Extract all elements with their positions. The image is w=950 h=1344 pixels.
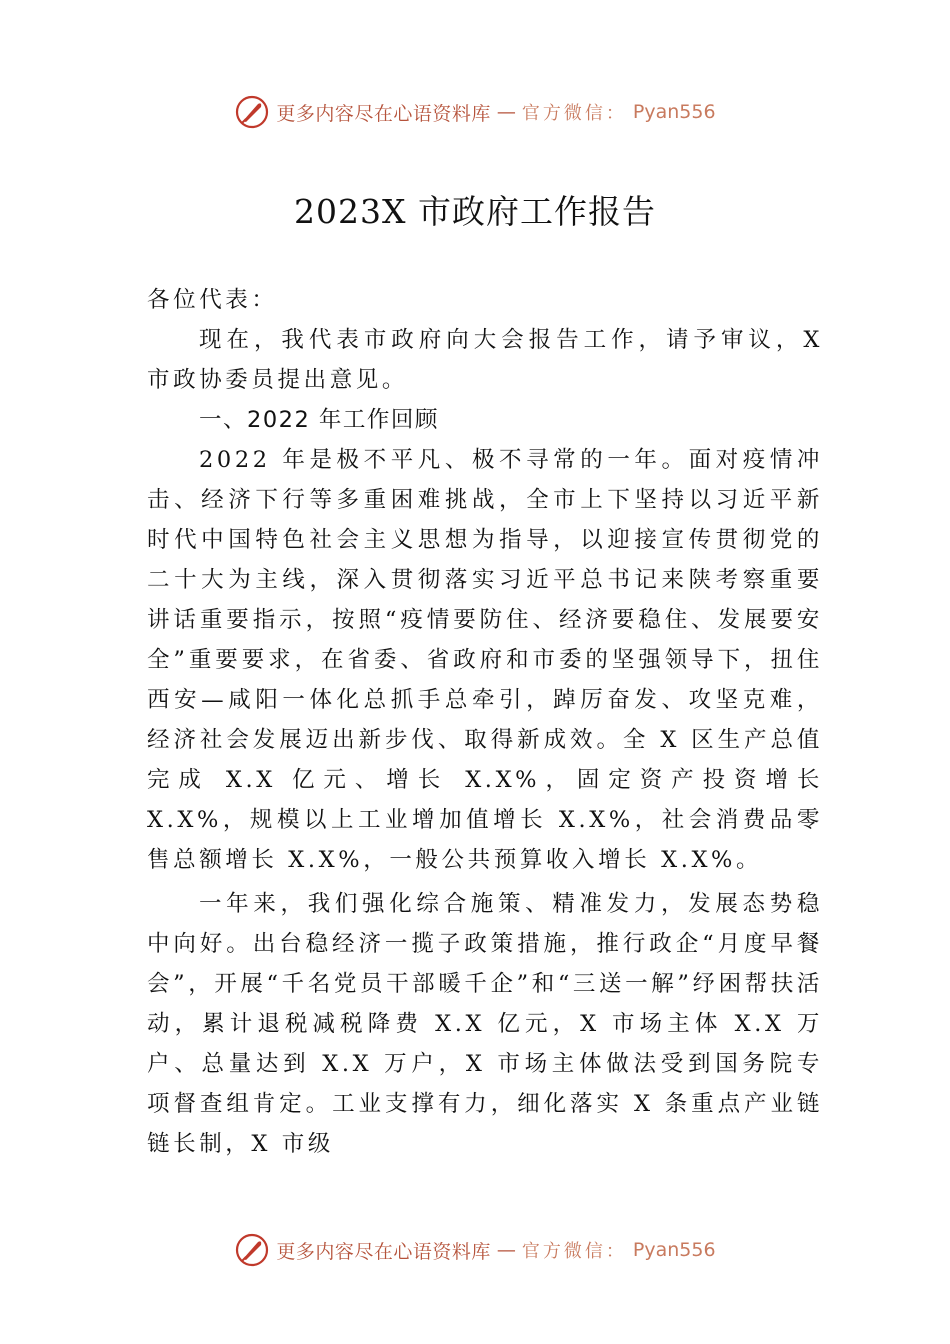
watermark-separator: — [496, 101, 516, 123]
document-title: 2023X 市政府工作报告 [294, 192, 656, 231]
watermark-label: 官方微信： [521, 103, 627, 124]
watermark-wechat-id: Pyan556 [632, 101, 716, 123]
watermark-label: 官方微信： [521, 1241, 627, 1262]
section-heading: 一、2022 年工作回顾 [199, 407, 439, 433]
paragraph-intro: 现在，我代表市政府向大会报告工作，请予审议，X 市政协委员提出意见。 [147, 327, 823, 393]
watermark-separator: — [496, 1239, 516, 1261]
watermark-main-text: 更多内容尽在心语资料库 [276, 1240, 491, 1263]
document-body [147, 280, 823, 1164]
paragraph-review: 2022 年是极不平凡、极不寻常的一年。面对疫情冲击、经济下行等多重困难挑战，全市上下坚持以习近平新时代中国特色社会主义思想为指导，以迎接宣传贯彻党的二十大为主线，深入贯彻落实习近平总书记来陕考察重要讲话重要指示，按照“疫情要防住、经济要稳住、发展要安全”重要要求，在省委、省政府和市委的坚强领导下，扭住西安—咸阳一体化总抓手总牵引，踔厉奋发、攻坚克难，经济社会发展迈出新步伐、取得新成效。全 X 区生产总值完成 X.X 亿元、增长 X.X%，固定资产投资增长 X.X%，规模以上工业增加值增长 X.X%，社会消费品零售总额增长 X.X%，一般公共预算收入增长 X.X%。 [147, 447, 823, 873]
quill-logo-icon [234, 1232, 270, 1268]
paragraph-year-summary: 一年来，我们强化综合施策、精准发力，发展态势稳中向好。出台稳经济一揽子政策措施，推行政企“月度早餐会”，开展“千名党员干部暖千企”和“三送一解”纾困帮扶活动，累计退税减税降费 X.X 亿元，X 市场主体 X.X 万户、总量达到 X.X 万户，X 市场主体做法受到国务院专项督查组肯定。工业支撑有力，细化落实 X 条重点产业链链长制，X 市级 [147, 891, 823, 1157]
footer-watermark [0, 1232, 950, 1268]
header-watermark [0, 94, 950, 130]
watermark-wechat-id: Pyan556 [632, 1239, 716, 1261]
salutation: 各位代表： [147, 287, 278, 313]
quill-logo-icon [234, 94, 270, 130]
watermark-main-text: 更多内容尽在心语资料库 [276, 102, 491, 125]
